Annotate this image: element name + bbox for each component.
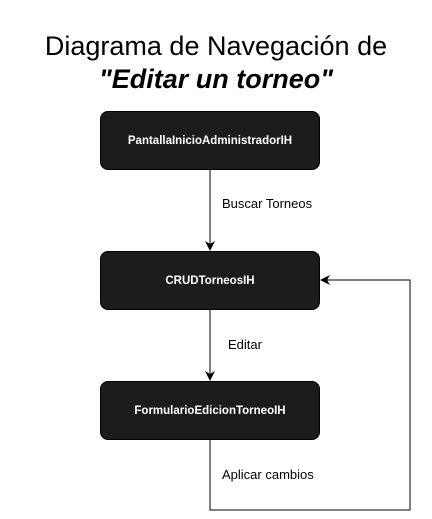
node-crud-torneos: CRUDTorneosIH	[100, 251, 320, 310]
title-line-1: Diagrama de Navegación de	[44, 31, 388, 61]
node-formulario-edicion-torneo: FormularioEdicionTorneoIH	[100, 381, 320, 440]
node-pantalla-inicio-administrador: PantallaInicioAdministradorIH	[100, 111, 320, 170]
edge-label-editar: Editar	[228, 337, 262, 352]
edge-label-buscar-torneos: Buscar Torneos	[222, 196, 313, 211]
title-line-2: "Editar un torneo"	[98, 64, 334, 94]
edge-label-aplicar-cambios: Aplicar cambios	[222, 467, 314, 482]
